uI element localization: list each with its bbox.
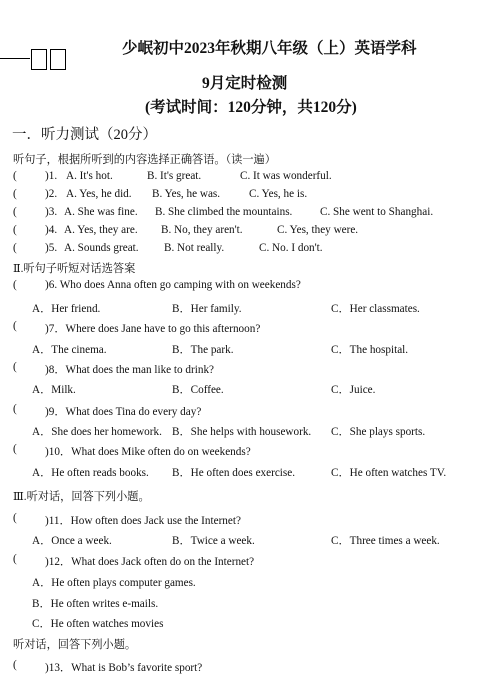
answer-paren: ( bbox=[13, 443, 17, 455]
option-a: A. Sounds great. bbox=[64, 242, 139, 254]
option-c: C. She went to Shanghai. bbox=[320, 206, 434, 218]
question-number: )3. bbox=[45, 206, 58, 218]
option-b: B．He often writes e-mails. bbox=[32, 598, 159, 610]
answer-paren: ( bbox=[13, 206, 17, 218]
part1-instruction: 听句子，根据所听到的内容选择正确答语。（读一遍） bbox=[13, 154, 276, 166]
option-b: B. Yes, he was. bbox=[152, 188, 221, 200]
question-stem: )11．How often does Jack use the Internet? bbox=[45, 515, 241, 527]
option-b: B．Her family. bbox=[172, 303, 242, 315]
question-stem: )6. Who does Anna often go camping with on weekends? bbox=[45, 279, 301, 291]
option-b: B．He often does exercise. bbox=[172, 467, 296, 479]
option-a: A．The cinema. bbox=[32, 344, 107, 356]
question-stem: )8．What does the man like to drink? bbox=[45, 364, 215, 376]
option-a: A. Yes, he did. bbox=[66, 188, 132, 200]
option-a: A. It's hot. bbox=[66, 170, 113, 182]
score-box bbox=[31, 49, 47, 70]
answer-paren: ( bbox=[13, 320, 17, 332]
answer-paren: ( bbox=[13, 279, 17, 291]
question-stem: )12．What does Jack often do on the Internet? bbox=[45, 556, 255, 568]
answer-paren: ( bbox=[13, 512, 17, 524]
part2-heading: Ⅱ.听句子听短对话选答案 bbox=[13, 263, 136, 275]
answer-paren: ( bbox=[13, 224, 17, 236]
exam-subtitle: 9月定时检测 bbox=[202, 75, 288, 92]
option-a: A．Milk. bbox=[32, 384, 76, 396]
option-b: B．Twice a week. bbox=[172, 535, 255, 547]
option-b: B．Coffee. bbox=[172, 384, 224, 396]
score-box bbox=[50, 49, 66, 70]
answer-paren: ( bbox=[13, 403, 17, 415]
option-c: C．The hospital. bbox=[331, 344, 409, 356]
option-b: B．She helps with housework. bbox=[172, 426, 312, 438]
option-c: C. It was wonderful. bbox=[240, 170, 332, 182]
question-number: )4. bbox=[45, 224, 58, 236]
part3-subheading: 听对话，回答下列小题。 bbox=[13, 639, 137, 651]
option-c: C．Juice. bbox=[331, 384, 376, 396]
section-heading: 一．听力测试（20分） bbox=[12, 127, 157, 143]
option-a: A．Her friend. bbox=[32, 303, 101, 315]
answer-paren: ( bbox=[13, 361, 17, 373]
option-c: C．He often watches TV. bbox=[331, 467, 447, 479]
option-c: C. Yes, he is. bbox=[249, 188, 308, 200]
question-number: )2. bbox=[45, 188, 58, 200]
option-b: B．The park. bbox=[172, 344, 234, 356]
option-b: B. She climbed the mountains. bbox=[155, 206, 293, 218]
question-number: )1. bbox=[45, 170, 58, 182]
binding-line bbox=[0, 58, 30, 59]
option-c: C．She plays sports. bbox=[331, 426, 426, 438]
option-a: A．Once a week. bbox=[32, 535, 112, 547]
answer-paren: ( bbox=[13, 242, 17, 254]
part3-heading: Ⅲ.听对话，回答下列小题。 bbox=[13, 491, 150, 503]
question-stem: )13．What is Bob’s favorite sport? bbox=[45, 662, 203, 674]
question-stem: )10．What does Mike often do on weekends? bbox=[45, 446, 251, 458]
option-c: C．Three times a week. bbox=[331, 535, 440, 547]
option-a: A. She was fine. bbox=[64, 206, 138, 218]
option-c: C．Her classmates. bbox=[331, 303, 420, 315]
question-stem: )9．What does Tina do every day? bbox=[45, 406, 202, 418]
option-a: A．He often reads books. bbox=[32, 467, 149, 479]
exam-time-info: (考试时间：120分钟，共120分) bbox=[145, 99, 357, 116]
answer-paren: ( bbox=[13, 170, 17, 182]
option-a: A. Yes, they are. bbox=[64, 224, 138, 236]
question-stem: )7．Where does Jane have to go this afternoon? bbox=[45, 323, 261, 335]
option-b: B. Not really. bbox=[164, 242, 225, 254]
option-c: C. No. I don't. bbox=[259, 242, 323, 254]
option-a: A．He often plays computer games. bbox=[32, 577, 196, 589]
option-c: C. Yes, they were. bbox=[277, 224, 359, 236]
answer-paren: ( bbox=[13, 188, 17, 200]
answer-paren: ( bbox=[13, 659, 17, 671]
option-b: B. No, they aren't. bbox=[161, 224, 243, 236]
option-a: A．She does her homework. bbox=[32, 426, 162, 438]
question-number: )5. bbox=[45, 242, 58, 254]
option-b: B. It's great. bbox=[147, 170, 202, 182]
exam-title: 少岷初中2023年秋期八年级（上）英语学科 bbox=[122, 40, 417, 57]
answer-paren: ( bbox=[13, 553, 17, 565]
option-c: C．He often watches movies bbox=[32, 618, 164, 630]
